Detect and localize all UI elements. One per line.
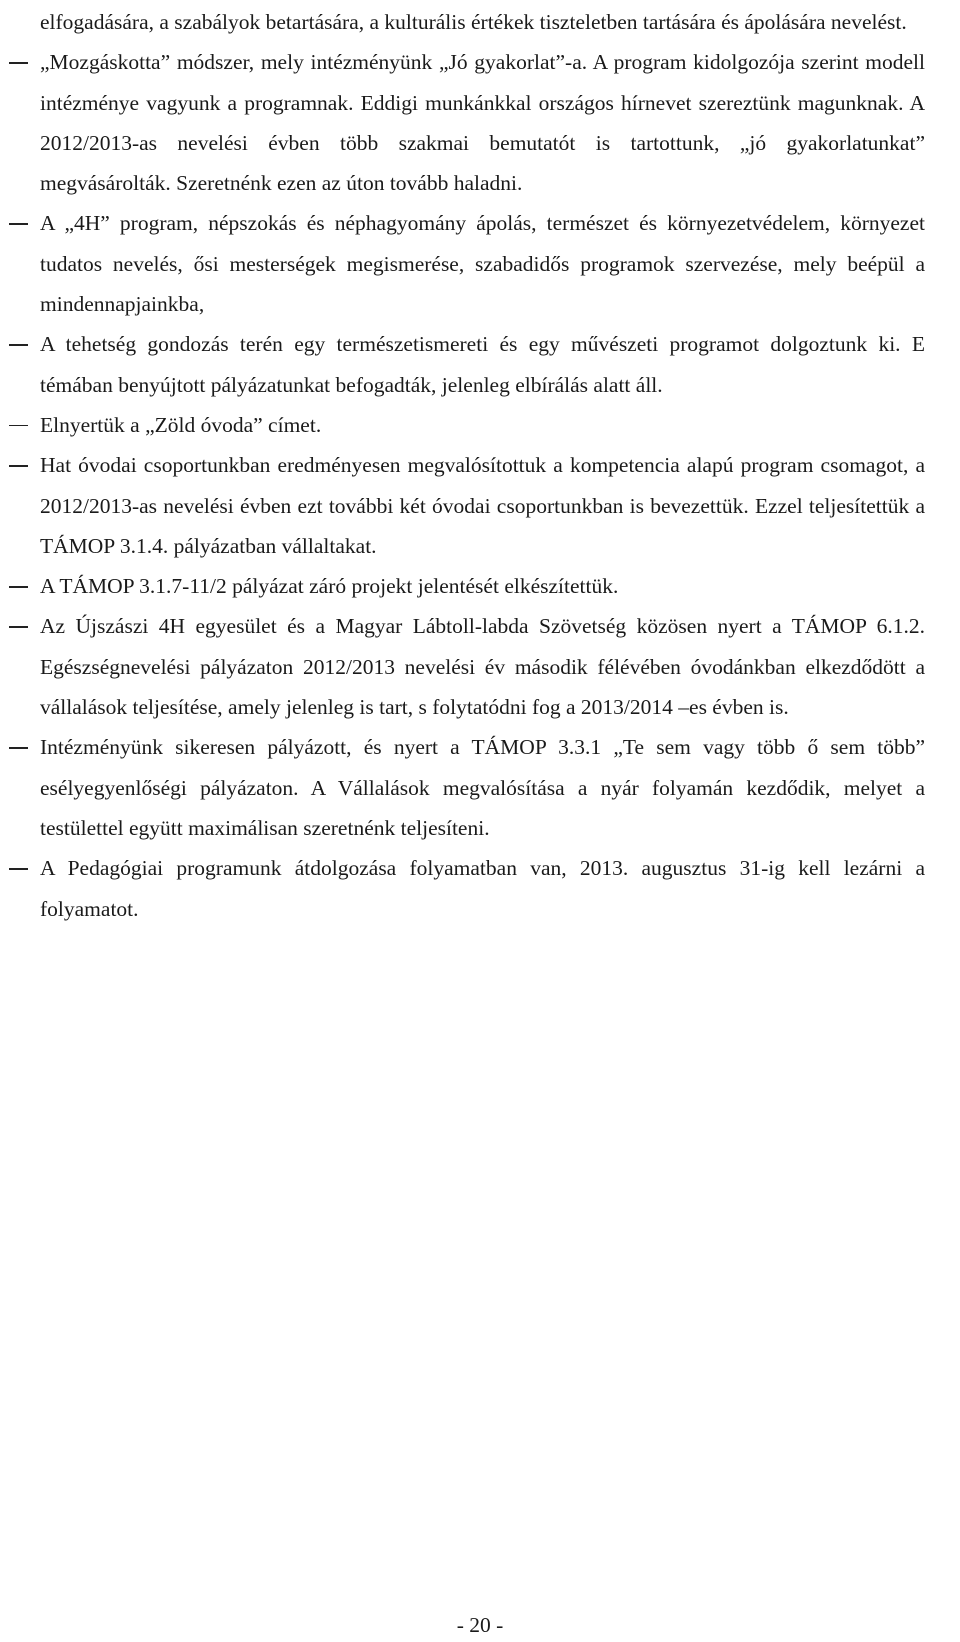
list-item-text: A Pedagógiai programunk átdolgozása folyamatban van, 2013. augusztus 31-ig kell lezárni a folyamatot. [40, 856, 925, 921]
dash-bullet-icon [9, 586, 28, 588]
list-item-text: Elnyertük a „Zöld óvoda” címet. [40, 412, 322, 437]
list-item [40, 324, 925, 405]
list-item-text: Intézményünk sikeresen pályázott, és nyert a TÁMOP 3.3.1 „Te sem vagy több ő sem több” esélyegyenlőségi pályázaton. A Vállalások megvalósítása a nyár folyamán kezdődik, melyet a testülettel együtt maximálisan szeretnénk teljesíteni. [40, 735, 925, 840]
list-item-text: A TÁMOP 3.1.7-11/2 pályázat záró projekt jelentését elkészítettük. [40, 574, 619, 599]
dash-bullet-icon [9, 747, 28, 749]
page-number: - 20 - [456, 1613, 504, 1637]
list-item [40, 405, 925, 445]
list-item-text: „Mozgáskotta” módszer, mely intézményünk „Jó gyakorlat”-a. A program kidolgozója szerint modell intézménye vagyunk a programnak. Eddigi munkánkkal országos hírnevet szereztünk magunknak. A 2012/2013-as nevelési évben több szakmai bemutatót is tartottunk, „jó gyakorlatunkat” megvásárolták. Szeretnénk ezen az úton tovább haladni. [40, 50, 925, 196]
dash-bullet-icon [9, 868, 28, 870]
dash-bullet-icon [9, 62, 28, 64]
list-item [40, 606, 925, 727]
list-item-text: A tehetség gondozás terén egy természetismereti és egy művészeti programot dolgoztunk ki. E témában benyújtott pályázatunkat befogadták, jelenleg elbírálás alatt áll. [40, 332, 925, 397]
dash-bullet-icon [9, 465, 28, 467]
list-item [40, 203, 925, 324]
dash-bullet-icon [9, 626, 28, 628]
document-body [40, 2, 925, 929]
list-item-text: Az Újszászi 4H egyesület és a Magyar Lábtoll-labda Szövetség közösen nyert a TÁMOP 6.1.2. Egészségnevelési pályázaton 2012/2013 nevelési év második félévében óvodánkban elkezdődött a vállalások teljesítése, amely jelenleg is tart, s folytatódni fog a 2013/2014 –es évben is. [40, 614, 925, 720]
list-item [40, 727, 925, 848]
list-item [40, 566, 925, 606]
list-item-text: Hat óvodai csoportunkban eredményesen megvalósítottuk a kompetencia alapú program csomagot, a 2012/2013-as nevelési évben ezt további két óvodai csoportunkban is bevezettük. Ezzel teljesítettük a TÁMOP 3.1.4. pályázatban vállaltakat. [40, 453, 925, 558]
dash-bullet-icon [9, 223, 28, 225]
list-item-text: A „4H” program, népszokás és néphagyomány ápolás, természet és környezetvédelem, környezet tudatos nevelés, ősi mesterségek megismerése, szabadidős programok szervezése, mely beépül a mindennapjainkba, [40, 211, 925, 317]
list-item [40, 42, 925, 203]
list-item [40, 445, 925, 566]
list-item [40, 848, 925, 929]
dash-bullet-icon [9, 425, 28, 427]
dash-bullet-icon [9, 344, 28, 346]
continuation-paragraph: elfogadására, a szabályok betartására, a kulturális értékek tiszteletben tartására és ápolására nevelést. [40, 10, 907, 34]
